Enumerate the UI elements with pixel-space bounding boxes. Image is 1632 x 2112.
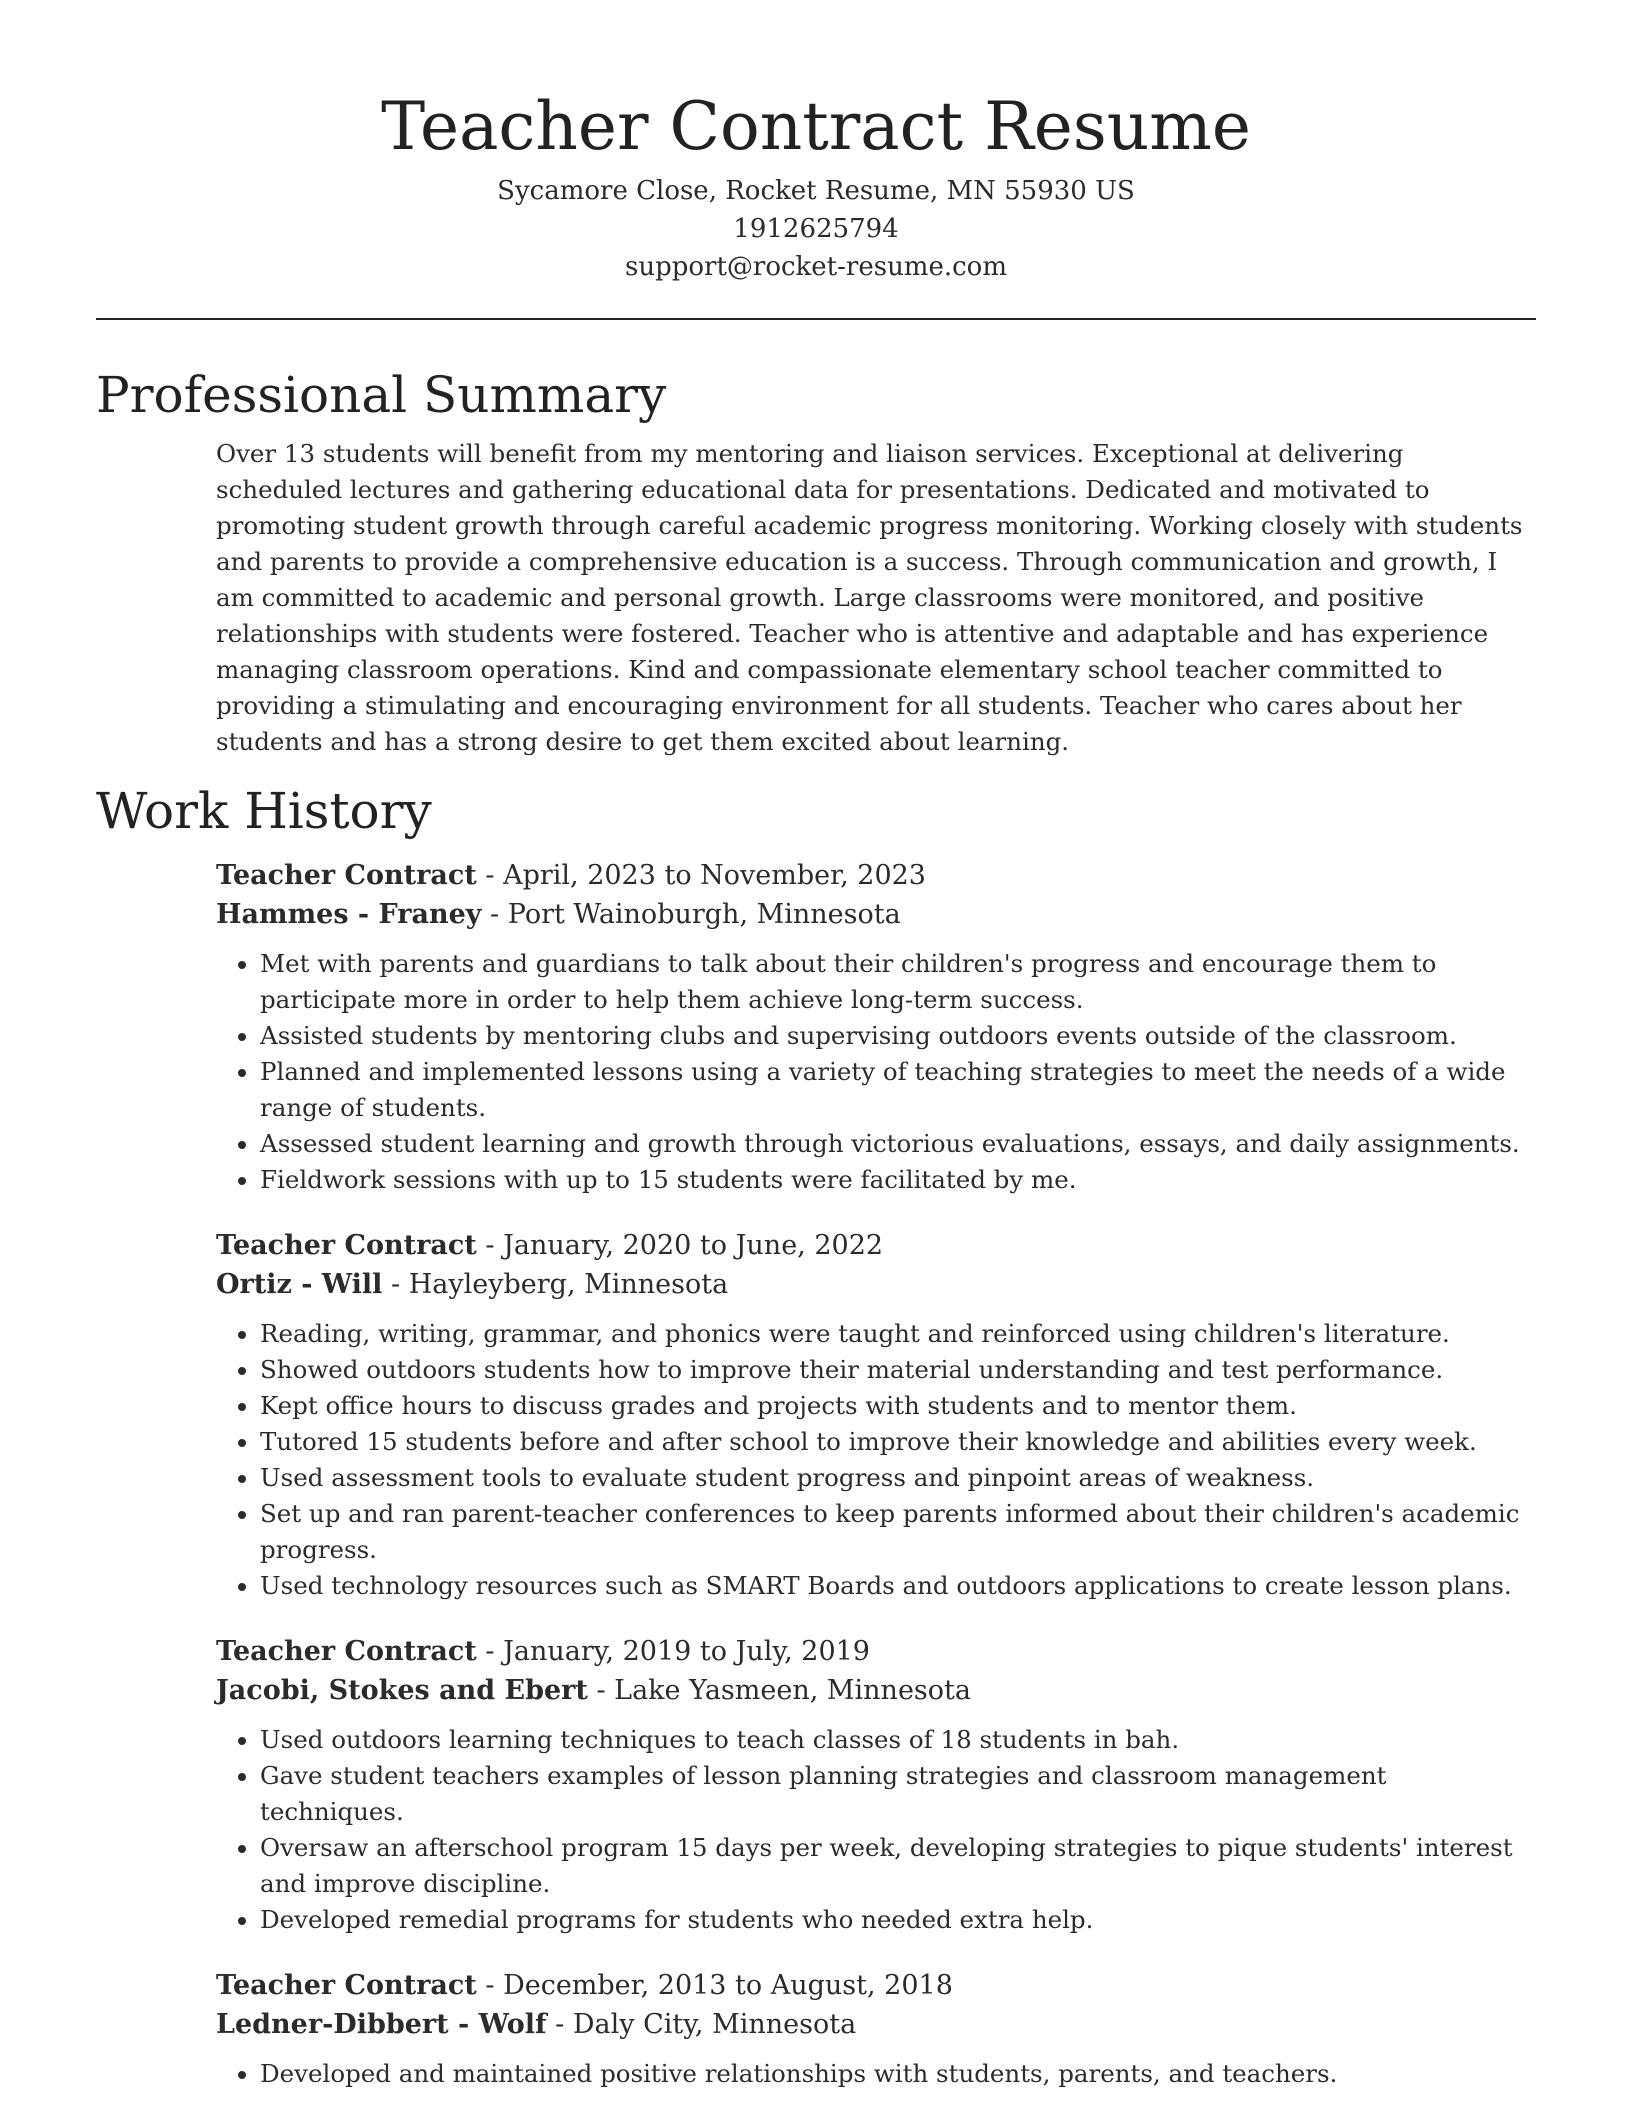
job-bullet: • Assisted students by mentoring clubs and supervising outdoors events outside of the classroom. xyxy=(260,1018,1536,1054)
header-divider xyxy=(96,318,1536,320)
resume-header xyxy=(96,0,1536,286)
job-dates: - April, 2023 to November, 2023 xyxy=(476,860,926,891)
job-bullet: • Planned and implemented lessons using a variety of teaching strategies to meet the needs of a wide range of students. xyxy=(260,1054,1536,1126)
job-bullet: • Developed remedial programs for students who needed extra help. xyxy=(260,1902,1536,1938)
work-history-section xyxy=(216,856,1536,2092)
job-company: Jacobi, Stokes and Ebert xyxy=(216,1675,588,1706)
job-employer-line xyxy=(216,1265,1536,1304)
job-company: Hammes - Franey xyxy=(216,899,482,930)
job-bullet: • Used outdoors learning techniques to teach classes of 18 students in bah. xyxy=(260,1722,1536,1758)
job-bullet: • Reading, writing, grammar, and phonics were taught and reinforced using children's literature. xyxy=(260,1316,1536,1352)
job-bullet: • Met with parents and guardians to talk about their children's progress and encourage them to participate more in order to help them achieve long-term success. xyxy=(260,946,1536,1018)
job-role: Teacher Contract xyxy=(216,1970,477,2001)
job-company: Ledner-Dibbert - Wolf xyxy=(216,2009,547,2040)
job-title-line xyxy=(216,1226,1536,1265)
job-bullet: • Used technology resources such as SMART Boards and outdoors applications to create lesson plans. xyxy=(260,1568,1536,1604)
job-bullet-list xyxy=(216,1722,1536,1938)
job-title-line xyxy=(216,856,1536,895)
job-role: Teacher Contract xyxy=(216,1636,477,1667)
job-bullet: • Assessed student learning and growth through victorious evaluations, essays, and daily assignments. xyxy=(260,1126,1536,1162)
job-company: Ortiz - Will xyxy=(216,1269,383,1300)
resume-page xyxy=(96,0,1536,2092)
job-role: Teacher Contract xyxy=(216,860,477,891)
job-bullet-list xyxy=(216,946,1536,1198)
job-location: - Hayleyberg, Minnesota xyxy=(382,1269,729,1300)
job-employer-line xyxy=(216,1671,1536,1710)
contact-address: Sycamore Close, Rocket Resume, MN 55930 US xyxy=(497,176,1135,206)
job-bullet-list xyxy=(216,1316,1536,1604)
job-location: - Daly City, Minnesota xyxy=(546,2009,857,2040)
job-location: - Port Wainoburgh, Minnesota xyxy=(481,899,901,930)
contact-email: support@rocket-resume.com xyxy=(624,252,1007,282)
job-role: Teacher Contract xyxy=(216,1230,477,1261)
summary-section xyxy=(216,436,1536,760)
job-bullet: • Set up and ran parent-teacher conferences to keep parents informed about their children's academic progress. xyxy=(260,1496,1536,1568)
job-dates: - January, 2019 to July, 2019 xyxy=(476,1636,870,1667)
job-entry xyxy=(216,1226,1536,1604)
job-location: - Lake Yasmeen, Minnesota xyxy=(587,1675,971,1706)
job-entry xyxy=(216,1632,1536,1938)
job-entry xyxy=(216,856,1536,1198)
job-dates: - December, 2013 to August, 2018 xyxy=(476,1970,953,2001)
summary-paragraph: Over 13 students will benefit from my mentoring and liaison services. Exceptional at delivering scheduled lectures and gathering educational data for presentations. Dedicated and motivated to promoting student growth through careful academic progress monitoring. Working closely with students and parents to provide a comprehensive education is a success. Through communication and growth, I am committed to academic and personal growth. Large classrooms were monitored, and positive relationships with students were fostered. Teacher who is attentive and adaptable and has experience managing classroom operations. Kind and compassionate elementary school teacher committed to providing a stimulating and encouraging environment for all students. Teacher who cares about her students and has a strong desire to get them excited about learning. xyxy=(216,439,1523,756)
job-bullet: • Oversaw an afterschool program 15 days per week, developing strategies to pique students' interest and improve discipline. xyxy=(260,1830,1536,1902)
job-bullet: • Gave student teachers examples of lesson planning strategies and classroom management techniques. xyxy=(260,1758,1536,1830)
job-title-line xyxy=(216,1632,1536,1671)
resume-title: Teacher Contract Resume xyxy=(381,88,1251,165)
job-bullet: • Fieldwork sessions with up to 15 students were facilitated by me. xyxy=(260,1162,1536,1198)
job-bullet-list xyxy=(216,2056,1536,2092)
job-bullet: • Used assessment tools to evaluate student progress and pinpoint areas of weakness. xyxy=(260,1460,1536,1496)
job-dates: - January, 2020 to June, 2022 xyxy=(476,1230,884,1261)
job-employer-line xyxy=(216,2005,1536,2044)
job-bullet: • Developed and maintained positive relationships with students, parents, and teachers. xyxy=(260,2056,1536,2092)
job-bullet: • Tutored 15 students before and after school to improve their knowledge and abilities every week. xyxy=(260,1424,1536,1460)
job-bullet: • Showed outdoors students how to improve their material understanding and test performance. xyxy=(260,1352,1536,1388)
job-title-line xyxy=(216,1966,1536,2005)
job-employer-line xyxy=(216,895,1536,934)
job-entry xyxy=(216,1966,1536,2092)
job-bullet: • Kept office hours to discuss grades and projects with students and to mentor them. xyxy=(260,1388,1536,1424)
work-history-heading: Work History xyxy=(96,782,432,840)
contact-phone: 1912625794 xyxy=(733,214,899,244)
summary-heading: Professional Summary xyxy=(96,366,667,424)
